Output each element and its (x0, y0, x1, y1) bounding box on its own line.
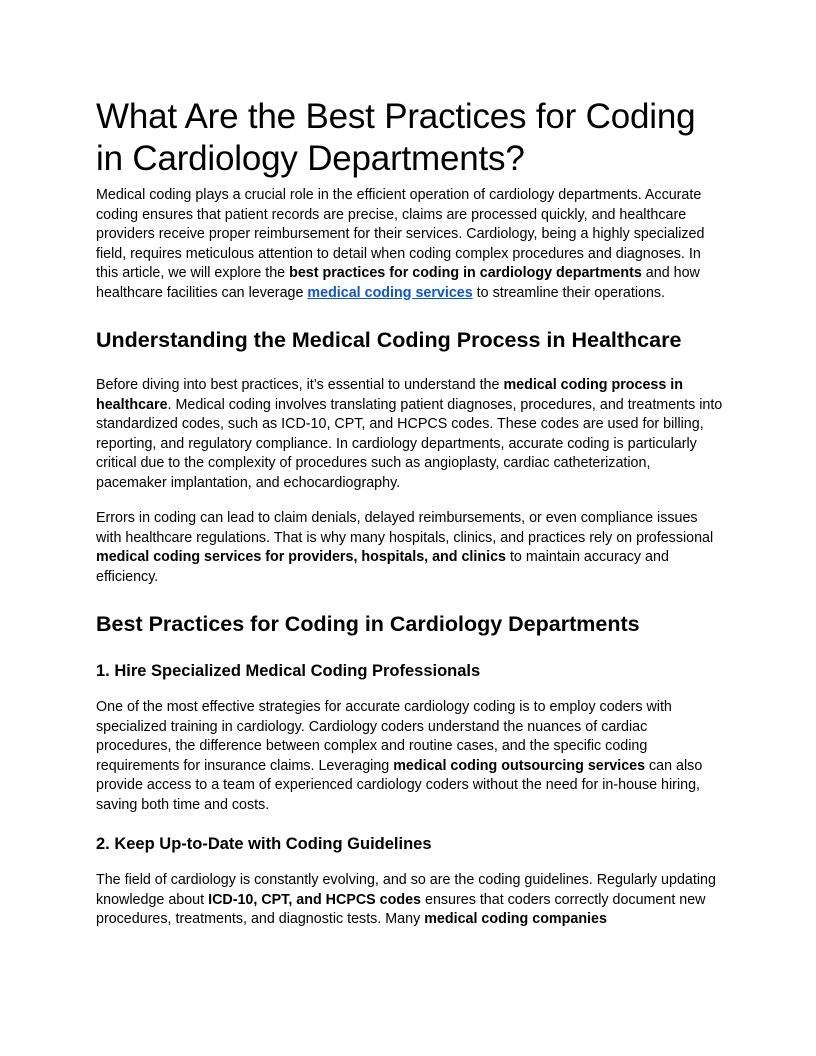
sub1-text-1: One of the most effective strategies for accurate cardiology coding is to employ coders with specialized training in cardiology. Cardiology coders understand the nuances of cardiac procedures, the difference between complex and routine cases, and the specific coding requirements for insurance claims. Leveraging (96, 699, 672, 774)
s1p2-text-1: Errors in coding can lead to claim denials, delayed reimbursements, or even compliance issues with healthcare regulations. That is why many hospitals, clinics, and practices rely on professional (96, 510, 714, 546)
subheading-keep-up-to-date: 2. Keep Up-to-Date with Coding Guidelines (96, 835, 432, 853)
medical-coding-services-link[interactable]: medical coding services (307, 284, 473, 301)
section1-paragraph-2 (96, 509, 724, 587)
intro-bold-practices: best practices for coding in cardiology departments (289, 265, 642, 281)
sub2-text-1: The field of cardiology is constantly evolving, and so are the coding guidelines. Regularly updating knowledge about (96, 872, 716, 908)
s1p1-bold-process: medical coding process in healthcare (96, 377, 683, 413)
intro-text-1: Medical coding plays a crucial role in the efficient operation of cardiology departments. Accurate coding ensures that patient records are precise, claims are processed quickly, and healthcare providers receive proper reimbursement for their services. Cardiology, being a highly specialized field, requires meticulous attention to detail when coding complex procedures and diagnoses. In this article, we will explore the (96, 187, 705, 281)
sub2-bold-codes: ICD-10, CPT, and HCPCS codes (208, 891, 422, 908)
hire-specialized-paragraph (96, 698, 724, 815)
subheading-hire-specialized: 1. Hire Specialized Medical Coding Professionals (96, 662, 481, 680)
s1p2-bold-services: medical coding services for providers, hospitals, and clinics (96, 549, 506, 565)
s1p1-text-1: Before diving into best practices, it’s essential to understand the (96, 377, 504, 393)
keep-up-to-date-paragraph (96, 871, 724, 930)
section-heading-understanding: Understanding the Medical Coding Process in Healthcare (96, 328, 682, 352)
intro-paragraph (96, 186, 724, 303)
document-page (96, 96, 724, 946)
sub2-text-2: ensures that coders correctly document new procedures, treatments, and diagnostic tests. Many (96, 891, 706, 927)
sub2-bold-companies: medical coding companies (424, 911, 607, 927)
sub1-text-2: can also provide access to a team of experienced cardiology coders without the need for in-house hiring, saving both time and costs. (96, 757, 703, 813)
intro-text-2: and how healthcare facilities can leverage (96, 265, 700, 301)
s1p1-text-2: . Medical coding involves translating patient diagnoses, procedures, and treatments into standardized codes, such as ICD-10, CPT, and HCPCS codes. These codes are used for billing, reporting, and regulatory compliance. In cardiology departments, accurate coding is particularly critical due to the complexity of procedures such as angioplasty, cardiac catheterization, pacemaker implantation, and echocardiography. (96, 396, 723, 491)
sub1-bold-outsourcing: medical coding outsourcing services (393, 757, 646, 774)
section1-paragraph-1 (96, 376, 724, 493)
page-title: What Are the Best Practices for Coding in Cardiology Departments? (96, 97, 696, 178)
s1p2-text-2: to maintain accuracy and efficiency. (96, 549, 669, 585)
intro-text-3: to streamline their operations. (472, 284, 666, 301)
section-heading-best-practices: Best Practices for Coding in Cardiology Departments (96, 612, 640, 636)
